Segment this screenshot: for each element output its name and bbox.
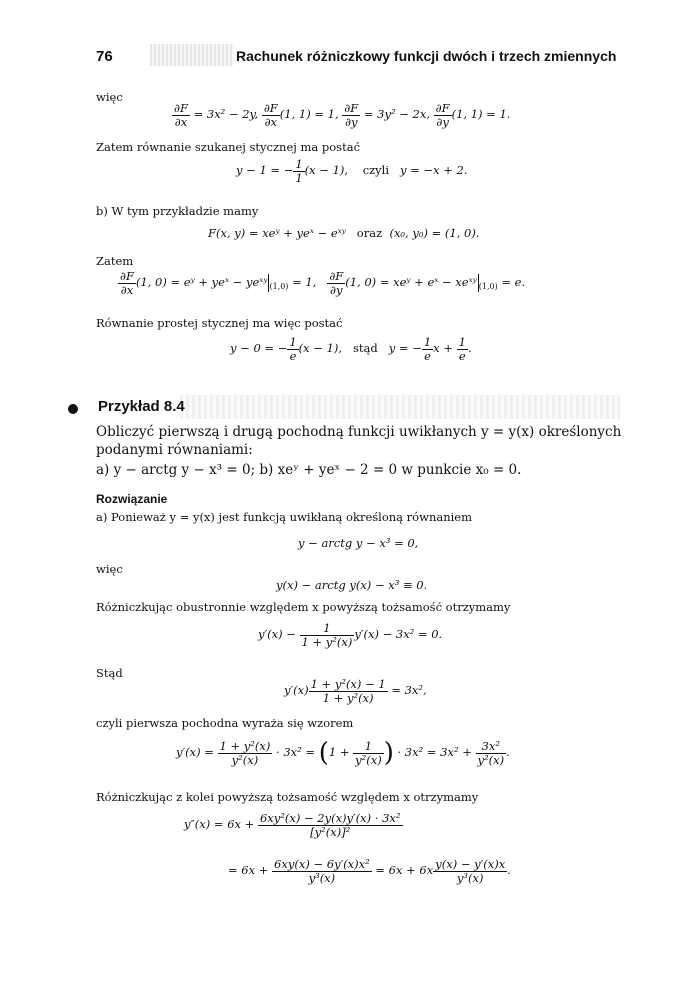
example-heading-shading xyxy=(180,395,620,419)
equation-first-derivative-step: y′(x) − $\frac{1}{\text{1 + y²(x)}}$ y′(x) − 3x² = 0. xyxy=(258,621,443,649)
example-line-3: a) y − arctg y − x³ = 0; b) xeʸ + yeˣ − 2 = 0 w punkcie x₀ = 0. xyxy=(96,462,522,478)
text-wiec-2: więc xyxy=(96,562,123,576)
text-b-intro: b) W tym przykładzie mamy xyxy=(96,204,259,218)
running-header: Rachunek różniczkowy funkcji dwóch i trzech zmiennych xyxy=(236,48,617,64)
equation-partials-a: $\frac{\partial F}{\partial x}$ = 3x² − 2y, $\frac{\partial F}{\partial x}$ (1, 1) = 1, $\frac{\partial F}{\partial y}$ = 3y² − 2x, $\frac{\partial F}{\partial y}$ (1, 1) = 1. xyxy=(174,101,511,129)
equation-F-definition: F(x, y) = xeʸ + yeˣ − eˣʸ oraz (x₀, y₀) = (1, 0). xyxy=(208,226,480,240)
solution-a-intro: a) Ponieważ y = y(x) jest funkcją uwikłaną określoną równaniem xyxy=(96,510,472,524)
text-rownanie-stycznej: Równanie prostej stycznej ma więc postać xyxy=(96,316,343,330)
bullet-icon xyxy=(68,404,78,414)
equation-first-derivative-formula: y′(x) = $\frac{\text{1 + y²(x)}}{\text{y²(x)}}$ · 3x² = (1 + $\frac{1}{\text{y²(x)}}$ ) · 3x² = 3x² + $\frac{\text{3x²}}{\text{y²(x)}}$ . xyxy=(176,738,510,768)
equation-second-derivative-b: = 6x + $\frac{\text{6xy(x) − 6y′(x)x²}}{\text{y³(x)}}$ = 6x + 6x $\frac{y(x) - y'(x)x}{\text{y³(x)}}$ . xyxy=(228,857,511,885)
equation-implicit: y − arctg y − x³ = 0, xyxy=(298,536,419,550)
text-rozniczkujac-1: Różniczkując obustronnie względem x powyższą tożsamość otrzymamy xyxy=(96,600,511,614)
example-line-2: podanymi równaniami: xyxy=(96,442,253,458)
header-shading xyxy=(150,44,234,66)
solution-heading: Rozwiązanie xyxy=(96,492,168,506)
equation-identity: y(x) − arctg y(x) − x³ ≡ 0. xyxy=(276,578,428,592)
text-rozniczkujac-2: Różniczkując z kolei powyższą tożsamość względem x otrzymamy xyxy=(96,790,479,804)
text-zatem: Zatem xyxy=(96,254,134,268)
equation-first-derivative-simplified: y′(x) $\frac{\text{1 + y²(x) − 1}}{\text{1 + y²(x)}}$ = 3x², xyxy=(284,677,427,705)
text-wiec: więc xyxy=(96,90,123,104)
equation-tangent-b: y − 0 = − $\frac{1}{e}$ (x − 1), stąd y = − $\frac{1}{e}$ x + $\frac{1}{e}$ . xyxy=(230,335,472,363)
equation-tangent-a: y − 1 = − $\frac{1}{1}$ (x − 1), czyli y = −x + 2. xyxy=(236,157,468,185)
text-czyli: czyli pierwsza pochodna wyraża się wzorem xyxy=(96,716,354,730)
text-zatem-rownanie: Zatem równanie szukanej stycznej ma postać xyxy=(96,140,361,154)
example-title: Przykład 8.4 xyxy=(98,398,185,415)
example-line-1: Obliczyć pierwszą i drugą pochodną funkcji uwikłanych y = y(x) określonych xyxy=(96,424,622,440)
equation-partials-b: $\frac{\partial F}{\partial x}$ (1, 0) = eʸ + yeˣ − yeˣʸ $_{(1,0)}$ = 1, $\frac{\partial F}{\partial y}$ (1, 0) = xeʸ + eˣ − xeˣʸ $_{(1,0)}$ = e. xyxy=(120,269,526,297)
text-stad: Stąd xyxy=(96,666,123,680)
page-number: 76 xyxy=(96,48,113,65)
equation-second-derivative-a: y″(x) = 6x + $\frac{\text{6xy²(x) − 2y(x)y′(x) · 3x²}}{\text{[y²(x)]²}}$ xyxy=(184,811,401,839)
